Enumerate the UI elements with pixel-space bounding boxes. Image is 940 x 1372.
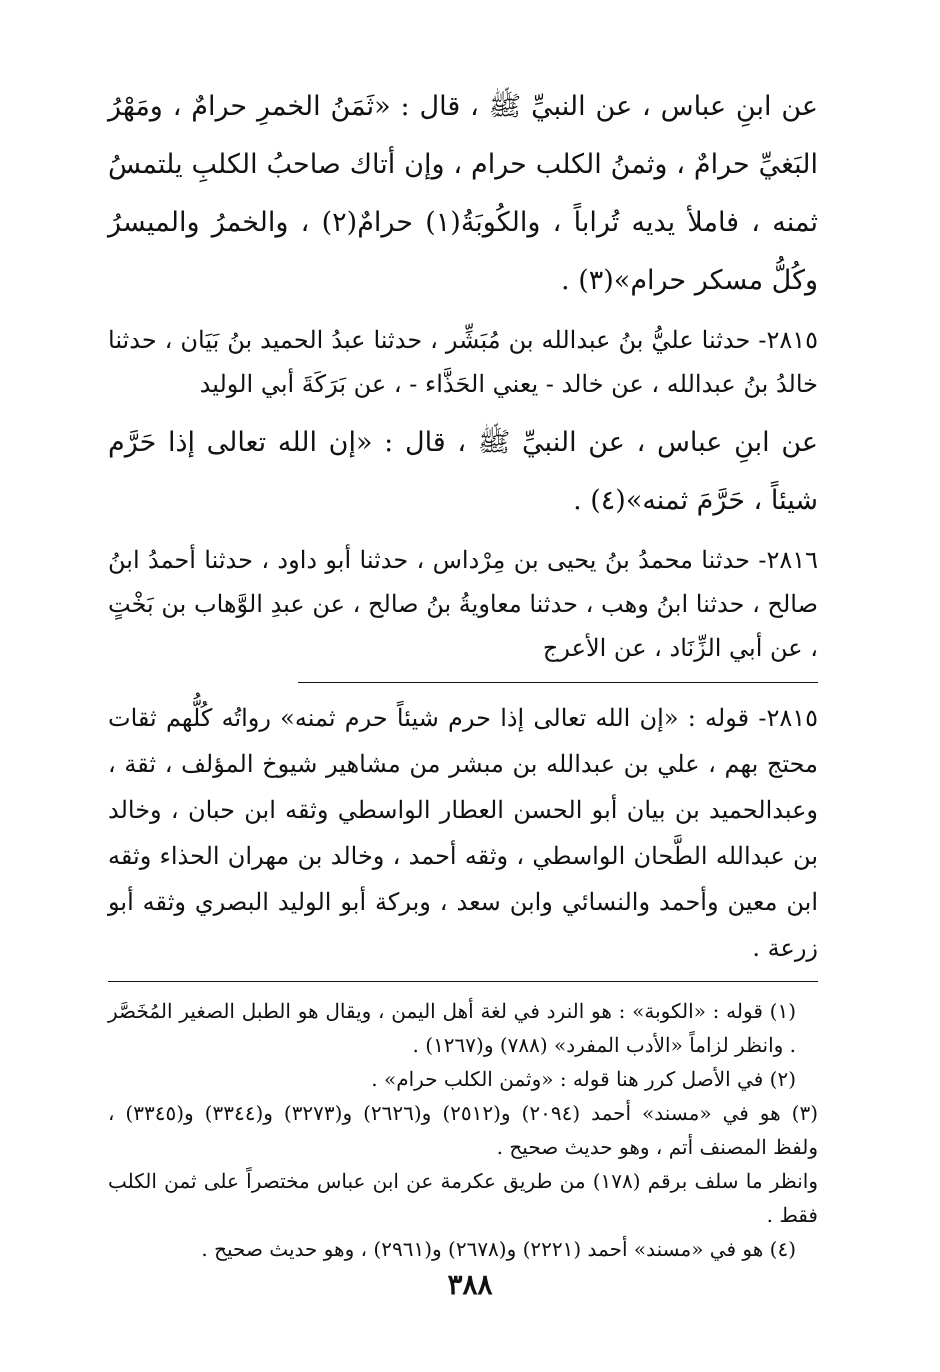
hadith-2815-text: عن ابنِ عباس ، عن النبيِّ ﷺ ، قال : «إن الله تعالى إذا حَرَّم شيئاً ، حَرَّمَ ثمنه»(٤) .	[108, 427, 818, 516]
footnote-2: (٢) في الأصل كرر هنا قوله : «وثمن الكلب حرام» .	[371, 1067, 796, 1091]
hadith-2816-isnad: ٢٨١٦- حدثنا محمدُ بنُ يحيى بن مِرْداس ، حدثنا أبو داود ، حدثنا أحمدُ ابنُ صالح ، حدثنا ابنُ وهب ، حدثنا معاويةُ بنُ صالح ، عن عبدِ الوَّهاب بن بَخْتٍ ، عن أبي الزِّنَاد ، عن الأعرج	[108, 546, 818, 662]
footnote-3-continued: وانظر ما سلف برقم (١٧٨) من طريق عكرمة عن ابن عباس مختصراً على ثمن الكلب فقط .	[108, 1169, 818, 1227]
commentary-2815: ٢٨١٥- قوله : «إن الله تعالى إذا حرم شيئاً حرم ثمنه» رواتُه كُلُّهم ثقات محتج بهم ، علي بن عبدالله بن مبشر من مشاهير شيوخ المؤلف ، ثقة ، وعبدالحميد بن بيان أبو الحسن العطار الواسطي وثقه ابن حبان ، وخالد بن عبدالله الطَّحان الواسطي ، وثقه أحمد ، وخالد بن مهران الحذاء وثقه ابن معين وأحمد والنسائي وابن سعد ، وبركة أبو الوليد البصري وثقه أبو زرعة .	[108, 704, 818, 962]
footnote-1: (١) قوله : «الكوبة» : هو النرد في لغة أهل اليمن ، ويقال هو الطبل الصغير المُخَصَّر . وانظر لزاماً «الأدب المفرد» (٧٨٨) و(١٢٦٧) .	[108, 999, 796, 1057]
footnote-3: (٣) هو في «مسند» أحمد (٢٠٩٤) و(٢٥١٢) و(٢٦٢٦) و(٣٢٧٣) و(٣٣٤٤) و(٣٣٤٥) ، ولفظ المصنف أتم ، وهو حديث صحيح .	[108, 1101, 819, 1159]
footnote-4: (٤) هو في «مسند» أحمد (٢٢٢١) و(٢٦٧٨) و(٢٩٦١) ، وهو حديث صحيح .	[201, 1237, 796, 1261]
commentary-separator	[298, 682, 818, 683]
page-body	[108, 78, 818, 1266]
hadith-2815-isnad: ٢٨١٥- حدثنا عليُّ بنُ عبدالله بن مُبَشِّر ، حدثنا عبدُ الحميد بنُ بَيَان ، حدثنا خالدُ بنُ عبدالله ، عن خالد - يعني الحَذَّاء - ، عن بَرَكَةَ أبي الوليد	[108, 326, 818, 398]
page-number: ٣٨٨	[447, 1268, 493, 1301]
footnote-separator	[108, 981, 818, 982]
hadith-2814-text: عن ابنِ عباس ، عن النبيِّ ﷺ ، قال : «ثَمَنُ الخمرِ حرامٌ ، ومَهْرُ البَغيِّ حرامٌ ، وثمنُ الكلب حرام ، وإن أتاك صاحبُ الكلبِ يلتمسُ ثمنه ، فاملأ يديه تُراباً ، والكُوبَةُ(١) حرامٌ(٢) ، والخمرُ والميسرُ وكُلُّ مسكر حرام»(٣) .	[108, 91, 818, 296]
